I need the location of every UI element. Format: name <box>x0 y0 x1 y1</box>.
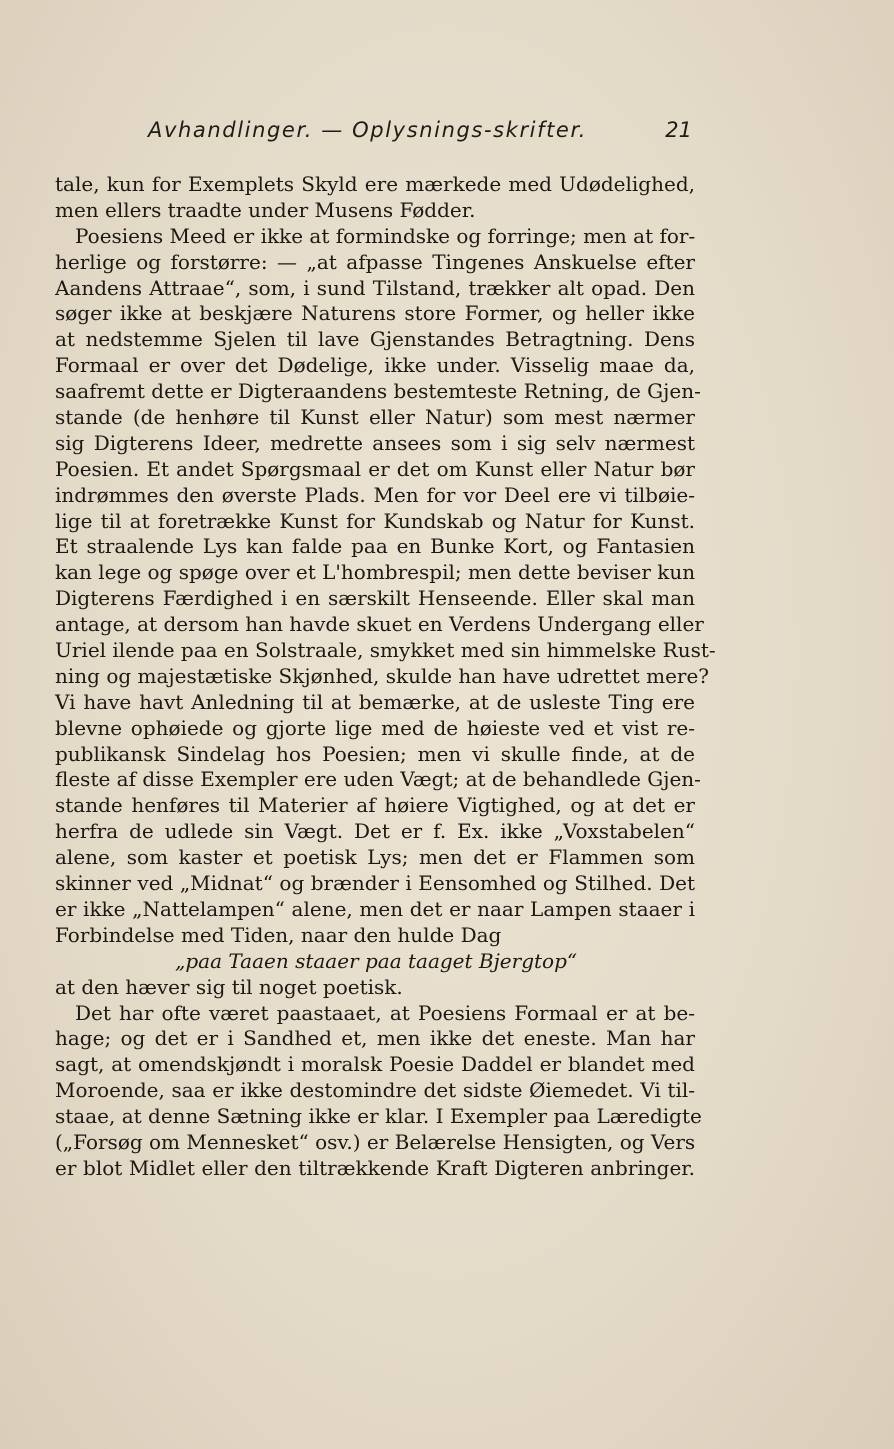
text-line: er blot Midlet eller den tiltrækkende Kraft Digteren anbringer. <box>55 1155 695 1180</box>
text-line: at den hæver sig til noget poetisk. <box>55 974 403 999</box>
text-line: stande henføres til Materier af høiere Vigtighed, og at det er <box>55 793 695 818</box>
text-line: men ellers traadte under Musens Fødder. <box>55 197 476 222</box>
text-line: blevne ophøiede og gjorte lige med de høieste ved et vist re- <box>55 715 695 740</box>
text-line: antage, at dersom han havde skuet en Verdens Undergang eller <box>55 612 704 637</box>
text-line: fleste af disse Exempler ere uden Vægt; at de behandlede Gjen- <box>55 767 701 792</box>
text-line: indrømmes den øverste Plads. Men for vor Deel ere vi tilbøie- <box>55 482 695 507</box>
quoted-verse-line: „paa Taaen staaer paa taaget Bjergtop“ <box>175 948 578 973</box>
page-number: 21 <box>665 118 692 142</box>
text-line: at nedstemme Sjelen til lave Gjenstandes Betragtning. Dens <box>55 327 695 352</box>
text-line: Vi have havt Anledning til at bemærke, at de usleste Ting ere <box>55 689 695 714</box>
text-line: publikansk Sindelag hos Poesien; men vi skulle finde, at de <box>55 741 695 766</box>
text-line: søger ikke at beskjære Naturens store Former, og heller ikke <box>55 301 695 326</box>
text-line: Formaal er over det Dødelige, ikke under. Visselig maae da, <box>55 353 695 378</box>
text-line: Aandens Attraae“, som, i sund Tilstand, trækker alt opad. Den <box>55 275 695 300</box>
text-line: ning og majestætiske Skjønhed, skulde han have udrettet mere? <box>55 663 710 688</box>
text-line: Poesiens Meed er ikke at formindske og forringe; men at for- <box>75 223 696 248</box>
text-line: sig Digterens Ideer, medrette ansees som i sig selv nærmest <box>55 430 695 455</box>
text-line: herfra de udlede sin Vægt. Det er f. Ex. ikke „Voxstabelen“ <box>55 819 695 844</box>
text-line: hage; og det er i Sandhed et, men ikke det eneste. Man har <box>55 1026 695 1051</box>
text-line: Digterens Færdighed i en særskilt Henseende. Eller skal man <box>55 586 695 611</box>
text-line: er ikke „Nattelampen“ alene, men det er naar Lampen staaer i <box>55 896 695 921</box>
text-line: Poesien. Et andet Spørgsmaal er det om Kunst eller Natur bør <box>55 456 695 481</box>
text-line: sagt, at omendskjøndt i moralsk Poesie Daddel er blandet med <box>55 1052 695 1077</box>
text-line: kan lege og spøge over et L'hombrespil; men dette beviser kun <box>55 560 696 585</box>
text-line: lige til at foretrække Kunst for Kundskab og Natur for Kunst. <box>55 508 695 533</box>
text-line: staae, at denne Sætning ikke er klar. I Exempler paa Læredigte <box>55 1104 702 1129</box>
page-header <box>148 118 708 150</box>
text-line: Forbindelse med Tiden, naar den hulde Dag <box>55 922 502 947</box>
text-line: Moroende, saa er ikke destomindre det sidste Øiemedet. Vi til- <box>55 1078 695 1103</box>
text-line: Det har ofte været paastaaet, at Poesiens Formaal er at be- <box>75 1000 695 1025</box>
text-line: Et straalende Lys kan falde paa en Bunke Kort, og Fantasien <box>55 534 695 559</box>
running-head: Avhandlinger. — Oplysnings-skrifter. <box>148 118 588 142</box>
body-text <box>55 172 716 1182</box>
text-line: alene, som kaster et poetisk Lys; men det er Flammen som <box>55 845 695 870</box>
text-line: herlige og forstørre: — „at afpasse Tingenes Anskuelse efter <box>55 249 695 274</box>
text-line: skinner ved „Midnat“ og brænder i Eensomhed og Stilhed. Det <box>55 871 695 896</box>
text-line: stande (de henhøre til Kunst eller Natur) som mest nærmer <box>55 405 695 430</box>
text-line: tale, kun for Exemplets Skyld ere mærkede med Udødelighed, <box>55 172 695 196</box>
text-line: („Forsøg om Mennesket“ osv.) er Belærelse Hensigten, og Vers <box>55 1129 696 1154</box>
text-line: saafremt dette er Digteraandens bestemteste Retning, de Gjen- <box>55 379 701 404</box>
text-line: Uriel ilende paa en Solstraale, smykket med sin himmelske Rust- <box>55 638 716 663</box>
